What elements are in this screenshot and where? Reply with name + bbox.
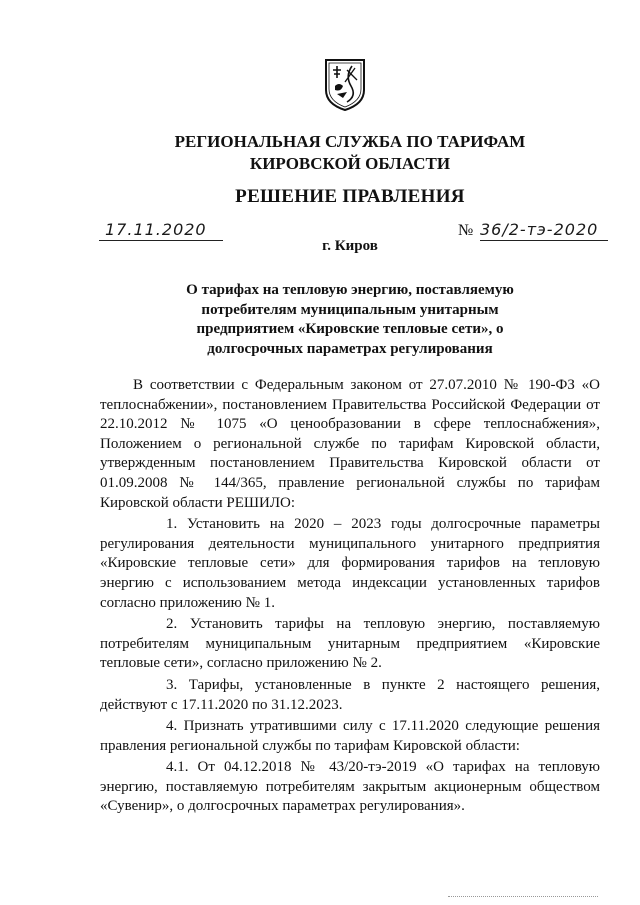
document-date: 17.11.2020 bbox=[99, 220, 223, 241]
item-number: 4. bbox=[166, 718, 178, 735]
decision-body bbox=[100, 376, 600, 819]
subject-line-2: потребителям муниципальным унитарным bbox=[201, 301, 499, 318]
item-4 bbox=[100, 717, 600, 756]
item-1 bbox=[100, 515, 600, 613]
preamble: В соответствии с Федеральным законом от 27.07.2010 № 190-ФЗ «О теплоснабжении», постановлением Правительства Российской Федерации от 22.10.2012 № 1075 «О ценообразовании в сфере теплоснабжения», Положением о региональной службе по тарифам Кировской области, утвержденным постановлением Правительства Кировской области от 01.09.2008 № 144/365, правление региональной службы по тарифам Кировской области РЕШИЛО: bbox=[100, 377, 600, 511]
item-text: Признать утратившими силу с 17.11.2020 следующие решения правления региональной службы по тарифам Кировской области: bbox=[100, 718, 601, 754]
city: г. Киров bbox=[322, 238, 378, 254]
item-number: 4.1. bbox=[166, 759, 189, 776]
subject-line-1: О тарифах на тепловую энергию, поставляемую bbox=[186, 282, 514, 298]
item-number: 3. bbox=[166, 676, 178, 693]
number-value: 36/2-тэ-2020 bbox=[480, 220, 608, 241]
item-number: 2. bbox=[166, 616, 178, 633]
agency-line-2: КИРОВСКОЙ ОБЛАСТИ bbox=[249, 154, 451, 173]
item-3 bbox=[100, 676, 600, 715]
document-type: РЕШЕНИЕ ПРАВЛЕНИЯ bbox=[235, 186, 465, 207]
item-number: 1. bbox=[166, 516, 178, 533]
agency-name bbox=[100, 131, 600, 175]
item-text: Тарифы, установленные в пункте 2 настоящего решения, действуют с 17.11.2020 по 31.12.2023. bbox=[100, 676, 601, 713]
subject-line-4: долгосрочных параметрах регулирования bbox=[207, 340, 493, 357]
item-2 bbox=[100, 615, 600, 674]
item-text: От 04.12.2018 № 43/20-тэ-2019 «О тарифах на тепловую энергию, поставляемую потребителям закрытым акционерным обществом «Сувенир», о долгосрочных параметрах регулирования». bbox=[100, 759, 601, 815]
item-text: Установить на 2020 – 2023 годы долгосрочные параметры регулирования деятельности муниципального унитарного предприятия «Кировские тепловые сети» для формирования тарифов на тепловую энергию с использованием метода индексации установленных тарифов согласно приложению № 1. bbox=[100, 516, 601, 611]
subject-heading bbox=[150, 281, 550, 359]
footer-divider bbox=[448, 896, 598, 899]
item-text: Установить тарифы на тепловую энергию, поставляемую потребителям муниципальным унитарным предприятием «Кировские тепловые сети», согласно приложению № 2. bbox=[100, 616, 600, 672]
agency-line-1: РЕГИОНАЛЬНАЯ СЛУЖБА ПО ТАРИФАМ bbox=[174, 132, 526, 151]
item-4-1 bbox=[100, 758, 600, 817]
number-sign: № bbox=[458, 222, 474, 239]
kirov-oblast-coat-of-arms-icon bbox=[323, 56, 367, 112]
subject-line-3: предприятием «Кировские тепловые сети», о bbox=[196, 321, 504, 337]
